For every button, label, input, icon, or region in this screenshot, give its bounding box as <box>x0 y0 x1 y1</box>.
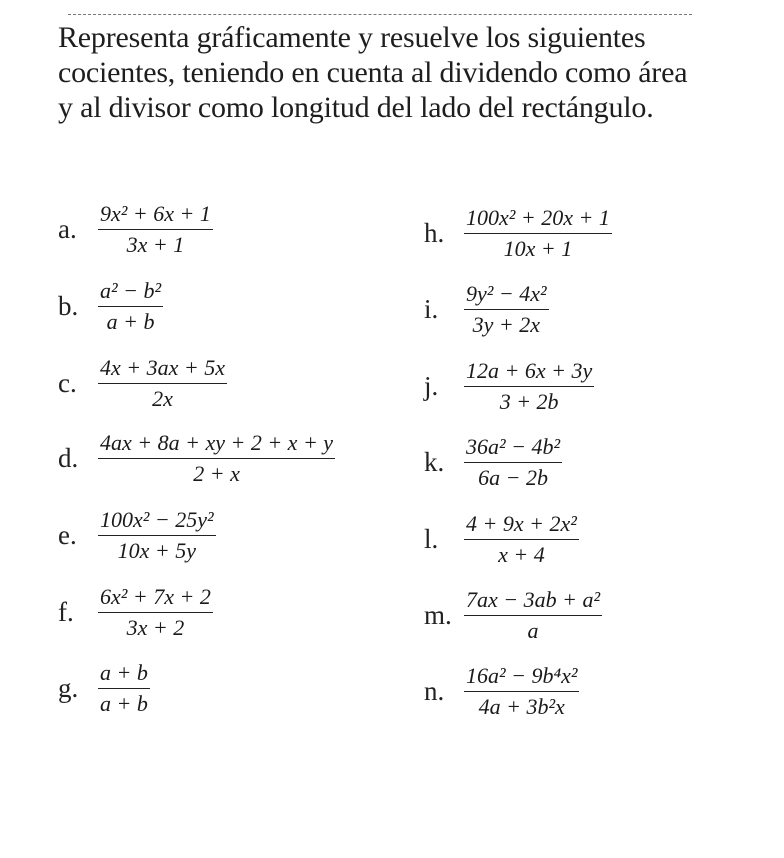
denominator: x + 4 <box>498 542 545 567</box>
numerator: 12a + 6x + 3y <box>466 358 593 383</box>
exercise-label: d. <box>58 443 79 473</box>
numerator: 16a² − 9b⁴x² <box>466 663 578 688</box>
numerator: 9y² − 4x² <box>466 281 547 306</box>
fraction <box>98 430 335 487</box>
fraction-bar <box>98 458 335 459</box>
top-rule <box>68 14 692 15</box>
exercise-label: h. <box>424 218 445 248</box>
exercise-i <box>424 281 549 338</box>
exercise-label: b. <box>58 291 79 321</box>
exercise-g <box>58 660 150 717</box>
numerator: 4 + 9x + 2x² <box>466 511 577 536</box>
denominator: 6a − 2b <box>478 465 548 490</box>
denominator: 3y + 2x <box>472 312 540 337</box>
exercise-label: c. <box>58 368 77 398</box>
fraction-bar <box>464 386 594 387</box>
numerator: 36a² − 4b² <box>466 434 561 459</box>
fraction <box>98 201 213 258</box>
instructions-paragraph: Representa gráficamente y resuelve los siguientes cocientes, teniendo en cuenta al dividendo como área y al divisor como longitud del lado del rectángulo. <box>58 21 688 124</box>
fraction <box>464 205 612 262</box>
exercise-label: n. <box>424 676 445 706</box>
fraction <box>98 278 163 335</box>
numerator: 4x + 3ax + 5x <box>100 355 225 380</box>
numerator: 100x² + 20x + 1 <box>466 205 610 230</box>
fraction-bar <box>98 306 163 307</box>
numerator: a + b <box>100 660 148 685</box>
fraction-bar <box>464 539 579 540</box>
denominator: 2x <box>152 386 173 411</box>
fraction <box>98 584 213 641</box>
exercise-label: f. <box>58 597 74 627</box>
exercise-j <box>424 358 594 415</box>
fraction <box>464 358 594 415</box>
fraction-bar <box>98 612 213 613</box>
denominator: 10x + 1 <box>503 236 573 261</box>
numerator: 7ax − 3ab + a² <box>466 587 601 612</box>
exercise-h <box>424 205 612 262</box>
exercise-c <box>58 355 227 412</box>
exercise-label: i. <box>424 294 439 324</box>
exercise-e <box>58 507 216 564</box>
denominator: a + b <box>100 691 148 716</box>
exercise-label: l. <box>424 524 439 554</box>
fraction-bar <box>464 309 549 310</box>
numerator: 6x² + 7x + 2 <box>100 584 211 609</box>
fraction <box>464 663 579 720</box>
numerator: 100x² − 25y² <box>100 507 214 532</box>
fraction-bar <box>98 229 213 230</box>
fraction <box>98 355 227 412</box>
fraction-bar <box>464 233 612 234</box>
fraction-bar <box>98 383 227 384</box>
denominator: 3 + 2b <box>499 389 559 414</box>
exercise-label: m. <box>424 600 452 630</box>
fraction-bar <box>464 691 579 692</box>
denominator: 4a + 3b²x <box>478 694 565 719</box>
exercise-f <box>58 584 213 641</box>
denominator: a <box>527 618 539 643</box>
exercise-label: e. <box>58 520 77 550</box>
exercise-l <box>424 511 579 568</box>
denominator: a + b <box>106 309 155 334</box>
exercise-label: a. <box>58 214 77 244</box>
exercise-k <box>424 434 562 491</box>
exercise-a <box>58 201 213 258</box>
fraction <box>98 507 216 564</box>
fraction <box>464 281 549 338</box>
fraction-bar <box>464 615 602 616</box>
fraction-bar <box>98 688 150 689</box>
exercise-n <box>424 663 579 720</box>
denominator: 2 + x <box>193 461 240 486</box>
numerator: 4ax + 8a + xy + 2 + x + y <box>100 430 334 455</box>
numerator: 9x² + 6x + 1 <box>100 201 211 226</box>
denominator: 10x + 5y <box>117 538 196 563</box>
exercise-label: k. <box>424 447 445 477</box>
fraction <box>464 587 602 644</box>
numerator: a² − b² <box>100 278 162 303</box>
fraction-bar <box>464 462 562 463</box>
exercise-m <box>424 587 602 644</box>
fraction <box>464 434 562 491</box>
fraction-bar <box>98 535 216 536</box>
exercise-label: j. <box>424 371 439 401</box>
fraction <box>98 660 150 717</box>
fraction <box>464 511 579 568</box>
denominator: 3x + 2 <box>126 615 185 640</box>
exercise-b <box>58 278 163 335</box>
exercise-label: g. <box>58 673 79 703</box>
exercise-d <box>58 430 335 487</box>
denominator: 3x + 1 <box>126 232 185 257</box>
